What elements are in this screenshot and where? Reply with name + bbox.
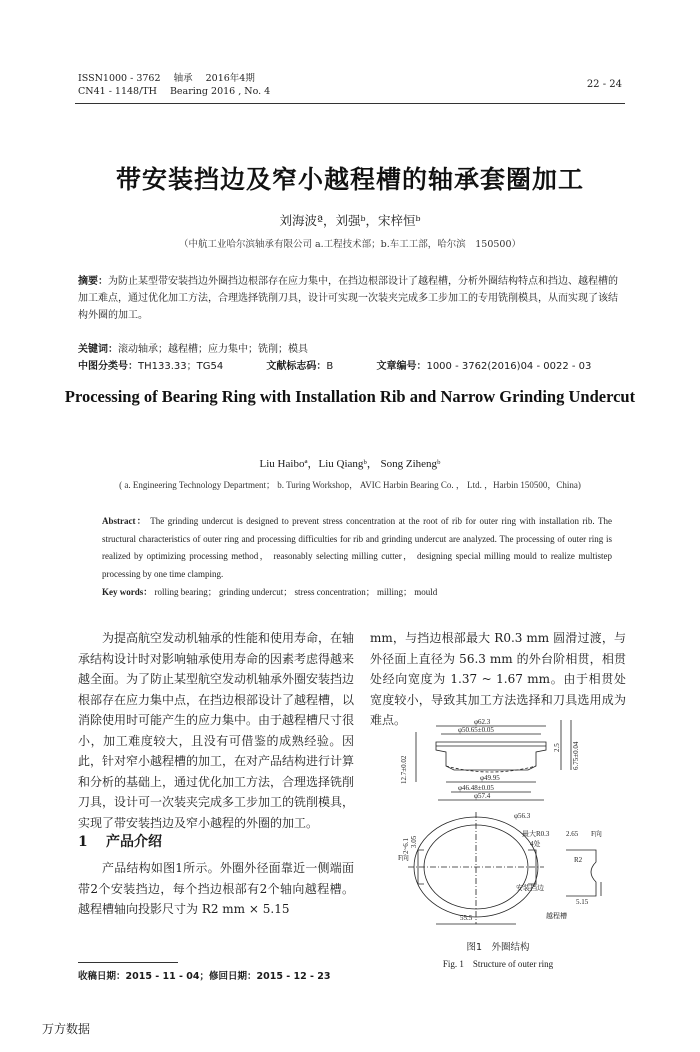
issn: ISSN1000 - 3762 — [78, 73, 161, 84]
cn-code: CN41 - 1148/TH — [78, 86, 157, 97]
label-undercut: 越程槽 — [546, 912, 567, 920]
abstract-cn — [78, 273, 624, 324]
dim-h1: 2.5 — [553, 743, 561, 752]
title-cn: 带安装挡边及窄小越程槽的轴承套圈加工 — [115, 165, 584, 194]
keywords-cn-text: 滚动轴承；越程槽；应力集中；铣削；模具 — [118, 344, 308, 355]
article-no-value: 1000 - 3762(2016)04 - 0022 - 03 — [426, 361, 592, 372]
abstract-en-label: Abstract： — [102, 516, 147, 526]
abstract-cn-label: 摘要： — [78, 276, 108, 287]
received-date-footnote: 收稿日期：2015 - 11 - 04；修回日期：2015 - 12 - 23 — [78, 971, 331, 982]
running-header — [78, 72, 270, 98]
keywords-en-text: rolling bearing； grinding undercut； stress concentration； milling； mould — [154, 587, 438, 597]
dim-d3: φ49.95 — [480, 774, 500, 782]
keywords-cn-label: 关键词： — [78, 344, 118, 355]
clc-value: TH133.33；TG54 — [138, 361, 224, 372]
figure-caption-en: Fig. 1 Structure of outer ring — [442, 959, 554, 969]
clc-label: 中图分类号： — [78, 361, 138, 372]
label-f-arrow: F向 — [398, 854, 409, 862]
affiliation-cn: （中航工业哈尔滨轴承有限公司 a.工程技术部；b.车工工部，哈尔滨 150500） — [178, 239, 522, 250]
keywords-and-classification — [78, 341, 624, 375]
intro-paragraph: 为提高航空发动机轴承的性能和使用寿命，在轴承结构设计时对影响轴承使用寿命的因素考虑得越来越全面。为了防止某型航空发动机轴承外圈安装挡边根部存在应力集中点，在挡边根部设计了越程槽，以消除使用时可能产生的应力集中。由于越程槽尺寸很小，加工难度较大，且没有可借鉴的成熟经验。因此，针对窄小越程槽的加工，在对产品结构进行计算和分析的基础上，通过优化加工方法，合理选择铣削刀具，设计可一次装夹完成多工步加工的铣削模具，实现了带安装挡边及窄小越程的外圈的加工。 — [78, 631, 355, 830]
title-en: Processing of Bearing Ring with Installation Rib and Narrow Grinding Undercut — [64, 387, 636, 406]
doc-code-label: 文献标志码： — [266, 361, 327, 372]
article-no-label: 文章编号： — [376, 361, 427, 372]
dim-v1: 3.05 — [410, 835, 418, 848]
body-intro — [78, 628, 354, 833]
abstract-en — [102, 513, 612, 583]
label-install-rib: 安装挡边 — [516, 884, 544, 892]
wanfang-watermark: 万方数据 — [42, 1022, 91, 1036]
dim-d6: φ56.3 — [514, 812, 531, 820]
body-section1 — [78, 858, 354, 920]
abstract-en-text: The grinding undercut is designed to prevent stress concentration at the root of rib for outer ring with installation rib. The structural characteristics of outer ring and processing difficulties for rib and grinding undercut are analyzed. The processing of outer ring is realized by optimizing processing method， reasonably selecting milling cutter， designing special milling mould to realize multistep processing by one time clamping. — [102, 516, 612, 579]
year-issue-cn: 2016年4期 — [205, 73, 255, 84]
label-r03: 最大R0.3 — [522, 830, 550, 838]
authors-cn: 刘海波ª，刘强ᵇ，宋梓恒ᵇ — [279, 213, 421, 228]
header-rule — [75, 103, 625, 104]
keywords-en — [102, 585, 612, 599]
dim-d4: φ46.48±0.05 — [458, 784, 494, 792]
doc-code-value: B — [326, 361, 334, 372]
label-4places: 4处 — [530, 840, 541, 848]
dim-v2: 2~6.1 — [402, 837, 410, 854]
dim-d5: φ57.4 — [474, 792, 491, 800]
section-title: 产品介绍 — [106, 834, 162, 850]
label-f-view: F向 — [591, 830, 602, 838]
dim-w2: 55.5 — [460, 914, 473, 922]
dim-w1: 2.65 — [566, 830, 579, 838]
outer-ring-drawing — [396, 712, 608, 937]
journal-name-en: Bearing 2016 , No. 4 — [169, 86, 271, 97]
section-heading — [78, 831, 162, 851]
keywords-en-label: Key words： — [102, 587, 153, 597]
dim-h3: 12.7±0.02 — [400, 755, 408, 784]
dim-d1: φ62.3 — [474, 718, 491, 726]
journal-name-cn: 轴承 — [173, 73, 193, 84]
dim-h2: 6.75±0.04 — [572, 741, 580, 770]
right-paragraph: mm，与挡边根部最大 R0.3 mm 圆滑过渡，与外径面上直径为 56.3 mm 的外台阶相贯，相贯处经向宽度为 1.37 ~ 1.67 mm。由于相贯处宽度较小，导致其加工方法选择和刀具选用成为难点。 — [370, 631, 626, 727]
page-range: 22 - 24 — [586, 79, 622, 90]
section1-paragraph: 产品结构如图1所示。外圈外径面靠近一侧端面带2个安装挡边，每个挡边根部有2个轴向越程槽。越程槽轴向投影尺寸为 R2 mm × 5.15 — [78, 861, 354, 916]
affiliation-en: ( a. Engineering Technology Department； b. Turing Workshop， AVIC Harbin Bearing Co. ， Ltd. ，Harbin 150500，China) — [119, 480, 581, 490]
abstract-cn-text: 为防止某型带安装挡边外圈挡边根部存在应力集中，在挡边根部设计了越程槽，分析外圈结构特点和挡边、越程槽的加工难点，通过优化加工方法，合理选择铣削刀具，设计可实现一次装夹完成多工步加工的专用铣削模具，从而实现了该结构外圈的加工。 — [78, 276, 618, 321]
dim-w3: 5.15 — [576, 898, 589, 906]
section-number: 1 — [78, 834, 88, 850]
footnote-rule — [78, 962, 178, 963]
figure-caption-cn: 图1 外圈结构 — [466, 942, 530, 953]
dim-r2: R2 — [574, 856, 583, 864]
authors-en: Liu Haiboª，Liu Qiangᵇ， Song Zihengᵇ — [259, 458, 441, 470]
dim-d2: φ50.65±0.05 — [458, 726, 494, 734]
